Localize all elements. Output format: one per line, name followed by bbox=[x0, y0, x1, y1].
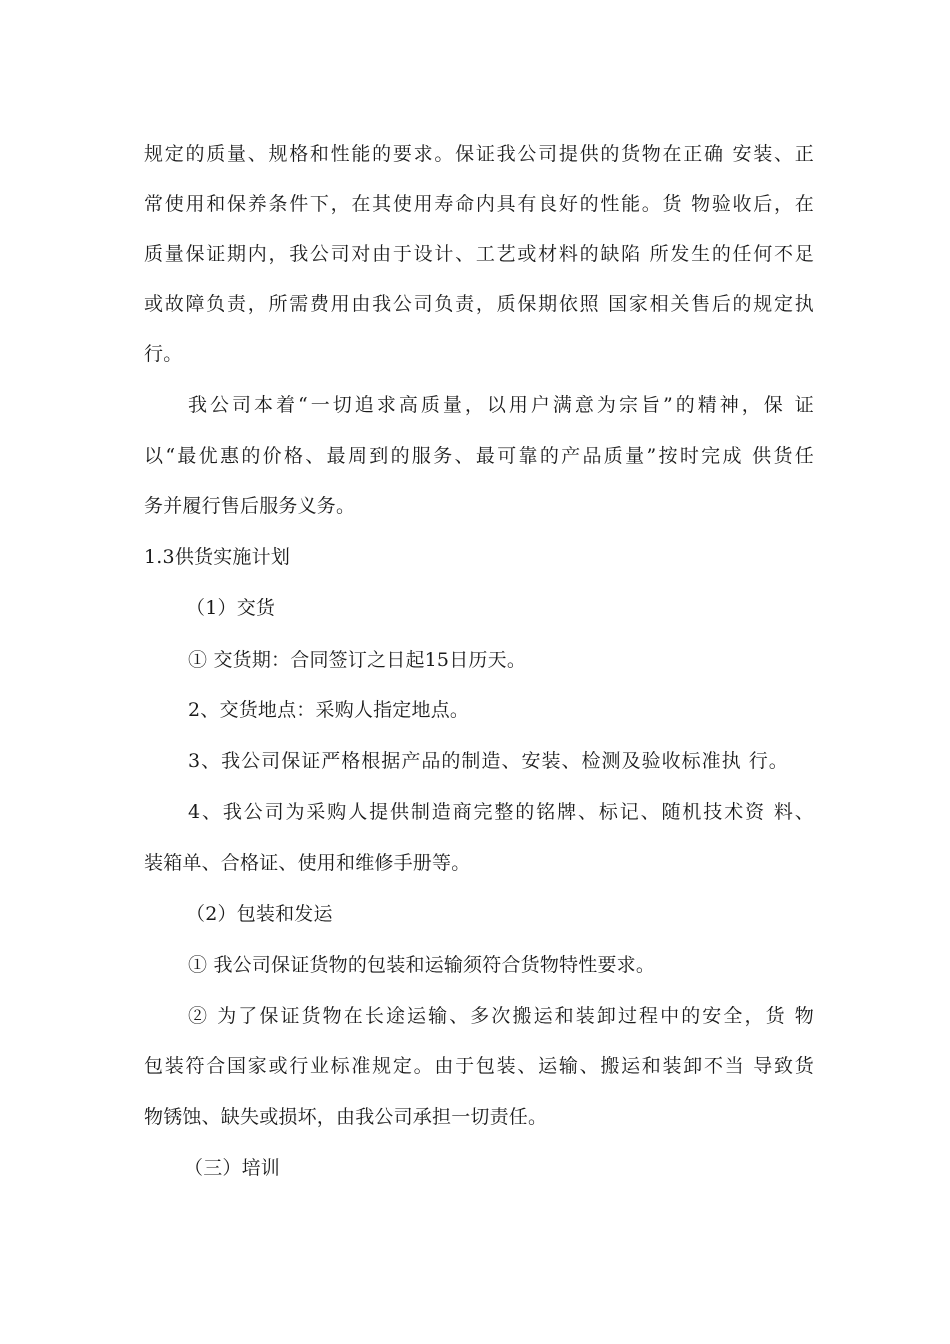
list-item: 2、交货地点：采购人指定地点。 bbox=[188, 699, 470, 721]
paragraph-line: 行。 bbox=[144, 343, 183, 365]
paragraph-line: 或故障负责，所需费用由我公司负责，质保期依照 国家相关售后的规定执 bbox=[144, 293, 814, 315]
paragraph-line: 常使用和保养条件下，在其使用寿命内具有良好的性能。货 物验收后，在 bbox=[144, 193, 814, 215]
paragraph-line: 务并履行售后服务义务。 bbox=[144, 495, 356, 517]
paragraph-line: 我公司本着“一切追求高质量，以用户满意为宗旨”的精神，保 证 bbox=[188, 394, 814, 416]
subsection-heading: （三）培训 bbox=[184, 1157, 281, 1179]
list-item-continuation: 包装符合国家或行业标准规定。由于包装、运输、搬运和装卸不当 导致货 bbox=[144, 1055, 814, 1077]
list-item: 3、我公司保证严格根据产品的制造、安装、检测及验收标准执 行。 bbox=[188, 750, 788, 772]
paragraph-line: 质量保证期内，我公司对由于设计、工艺或材料的缺陷 所发生的任何不足 bbox=[144, 243, 814, 265]
list-item-continuation: 物锈蚀、缺失或损坏，由我公司承担一切责任。 bbox=[144, 1106, 548, 1128]
list-item: ② 为了保证货物在长途运输、多次搬运和装卸过程中的安全，货 物 bbox=[188, 1005, 814, 1027]
subsection-heading: （2）包装和发运 bbox=[186, 903, 333, 925]
paragraph-line: 规定的质量、规格和性能的要求。保证我公司提供的货物在正确 安装、正 bbox=[144, 143, 814, 165]
section-heading: 1.3供货实施计划 bbox=[144, 546, 291, 568]
subsection-heading: （1）交货 bbox=[186, 597, 276, 619]
list-item: 4、我公司为采购人提供制造商完整的铭牌、标记、随机技术资 料、 bbox=[188, 801, 814, 823]
list-item: ① 我公司保证货物的包装和运输须符合货物特性要求。 bbox=[188, 954, 656, 976]
paragraph-line: 以“最优惠的价格、最周到的服务、最可靠的产品质量”按时完成 供货任 bbox=[144, 445, 814, 467]
list-item: ① 交货期：合同签订之日起15日历天。 bbox=[188, 649, 527, 671]
list-item-continuation: 装箱单、合格证、使用和维修手册等。 bbox=[144, 852, 471, 874]
